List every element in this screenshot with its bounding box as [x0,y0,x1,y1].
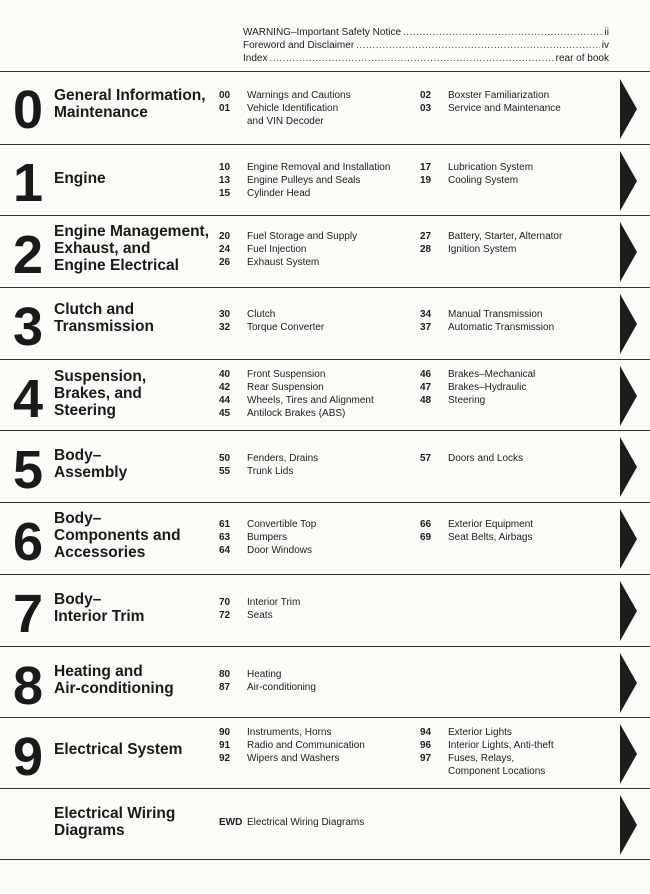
chapter-label [448,308,610,321]
chapter-entry[interactable] [219,89,414,102]
chapter-label-line: Warnings and Cautions [247,90,351,101]
chapter-label [247,596,414,609]
chapter-label [247,726,414,739]
chapter-code: 80 [219,669,231,680]
section-title-line: Components and [54,527,181,544]
chapter-label [448,518,610,531]
chapter-entry[interactable] [219,726,414,739]
chapter-label [448,243,610,256]
chapter-label-line: Brakes–Hydraulic [448,382,527,393]
section-title-line: Body– [54,510,102,527]
chapter-label [448,89,610,102]
section-title-line: Brakes, and [54,385,142,402]
section-title[interactable] [54,301,154,335]
chapter-code: 55 [219,466,231,477]
chapter-entry[interactable] [420,394,610,407]
chapter-code: 69 [420,532,432,543]
front-matter-page: iv [601,40,609,51]
section-number: 8 [12,656,44,716]
section-title[interactable] [54,805,175,839]
section-title-line: Steering [54,402,117,419]
section-title-line: Electrical Wiring [54,805,176,822]
chapter-entry[interactable] [219,368,414,381]
chapter-label-line: Engine Pulleys and Seals [247,175,361,186]
chapter-label-line: Component Locations [448,766,546,777]
leader-dots [356,39,600,52]
section-number: 0 [12,80,44,140]
chapter-label [247,230,414,243]
chapter-entry[interactable] [219,394,414,407]
section-title[interactable] [54,447,127,481]
section-title[interactable] [54,663,174,697]
chapter-entry[interactable] [219,518,414,531]
chapter-code: 20 [219,231,231,242]
chapter-label-line: Interior Lights, Anti-theft [448,740,554,751]
chapter-entry[interactable] [420,739,610,752]
section-tab-arrow-icon[interactable] [620,724,637,784]
chapter-entry[interactable] [420,89,610,102]
section-tab-arrow-icon[interactable] [620,366,637,426]
chapter-label-line: Doors and Locks [448,453,524,464]
chapter-label-line: Manual Transmission [448,309,543,320]
chapter-column-left [219,368,414,420]
chapter-code: 15 [219,188,231,199]
chapter-label [448,102,610,115]
chapter-entry[interactable] [219,174,414,187]
section-row [0,502,650,574]
chapter-label [247,308,414,321]
chapter-entry[interactable] [420,174,610,187]
section-title-line: Air-conditioning [54,680,174,697]
chapter-label [247,465,414,478]
chapter-code: 96 [420,740,432,751]
section-tab-arrow-icon[interactable] [620,222,637,282]
chapter-code: 46 [420,369,432,380]
section-title[interactable] [54,368,146,419]
chapter-column-left [219,596,414,622]
chapter-code: 45 [219,408,231,419]
chapter-label [448,161,610,174]
section-title-line: Electrical System [54,741,183,758]
chapter-code: 24 [219,244,231,255]
section-number: 4 [12,369,44,429]
chapter-label-line: Wheels, Tires and Alignment [247,395,374,406]
chapter-code: 34 [420,309,432,320]
chapter-label-line: Antilock Brakes (ABS) [247,408,346,419]
chapter-entry[interactable] [420,230,610,243]
chapter-entry[interactable] [219,596,414,609]
chapter-label [247,407,414,420]
chapter-code: 90 [219,727,231,738]
chapter-label [247,174,414,187]
chapter-entry[interactable] [219,465,414,478]
chapter-label [247,161,414,174]
chapter-label-line: Interior Trim [247,597,301,608]
chapter-label [448,230,610,243]
chapter-label-line: Exterior Equipment [448,519,534,530]
chapter-entry[interactable] [219,816,414,829]
chapter-entry[interactable] [420,243,610,256]
chapter-code: 02 [420,90,432,101]
section-title[interactable] [54,87,206,121]
chapter-label-line: Fenders, Drains [247,453,319,464]
chapter-entry[interactable] [420,102,610,115]
section-title-line: Maintenance [54,104,148,121]
chapter-code: 00 [219,90,231,101]
chapter-label-line: Instruments, Horns [247,727,332,738]
chapter-entry[interactable] [219,544,414,557]
chapter-code: 01 [219,103,231,114]
chapter-entry[interactable] [420,518,610,531]
chapter-column-left [219,308,414,334]
chapter-entry[interactable] [219,230,414,243]
chapter-label-line: Cylinder Head [247,188,311,199]
chapter-code: 37 [420,322,432,333]
chapter-label [247,544,414,557]
chapter-label-line: Heating [247,669,282,680]
chapter-code: 13 [219,175,231,186]
chapter-label [247,752,414,765]
chapter-entry[interactable] [219,407,414,420]
chapter-label-line: Steering [448,395,486,406]
front-matter-page: rear of book [555,53,609,64]
section-tab-arrow-icon[interactable] [620,151,637,211]
chapter-column-left [219,726,414,765]
chapter-column-left [219,452,414,478]
section-tab-arrow-icon[interactable] [620,294,637,354]
chapter-code: 03 [420,103,432,114]
chapter-entry[interactable] [219,381,414,394]
chapter-label [247,256,414,269]
chapter-column-right [420,230,610,256]
chapter-code: 91 [219,740,231,751]
chapter-label-line: Cooling System [448,175,519,186]
chapter-entry[interactable] [219,243,414,256]
chapter-label-line: Battery, Starter, Alternator [448,231,563,242]
section-row [0,430,650,502]
section-title[interactable] [54,170,106,187]
chapter-label-line: Fuses, Relays, [448,753,515,764]
section-title-line: Accessories [54,544,146,561]
chapter-entry[interactable] [219,609,414,622]
chapter-label [448,726,610,739]
leader-dots [269,52,553,65]
chapter-entry[interactable] [420,381,610,394]
section-row [0,144,650,215]
chapter-label-line: Exhaust System [247,257,320,268]
chapter-label [247,452,414,465]
front-matter-entry[interactable] [243,52,609,65]
chapter-entry[interactable] [219,739,414,752]
chapter-column-right [420,161,610,187]
section-row [0,788,650,860]
section-title-line: Clutch and [54,301,135,318]
chapter-entry[interactable] [420,321,610,334]
chapter-label [247,531,414,544]
chapter-label-line: Brakes–Mechanical [448,369,536,380]
section-tab-arrow-icon[interactable] [620,509,637,569]
chapter-code: 97 [420,753,432,764]
chapter-label-line: Engine Removal and Installation [247,162,391,173]
chapter-label-line: Ignition System [448,244,517,255]
chapter-label-line: Automatic Transmission [448,322,555,333]
section-tab-arrow-icon[interactable] [620,581,637,641]
chapter-code: 50 [219,453,231,464]
chapter-label-line: Service and Maintenance [448,103,561,114]
chapter-label [247,381,414,394]
section-tab-arrow-icon[interactable] [620,653,637,713]
chapter-column-right [420,726,610,778]
section-title-line: Engine [54,170,106,187]
chapter-code: 19 [420,175,432,186]
section-row [0,359,650,430]
chapter-label [448,739,610,752]
section-title-line: Engine Management, [54,223,210,240]
chapter-column-right [420,368,610,407]
chapter-label [247,739,414,752]
chapter-column-right [420,518,610,544]
chapter-code: 30 [219,309,231,320]
chapter-code: 28 [420,244,432,255]
front-matter-entry[interactable] [243,39,609,52]
chapter-label-line: Seat Belts, Airbags [448,532,533,543]
chapter-entry[interactable] [420,752,610,778]
chapter-entry[interactable] [219,452,414,465]
chapter-code: EWD [219,817,243,828]
chapter-entry[interactable] [219,668,414,681]
section-title-line: Assembly [54,464,128,481]
section-title-line: Body– [54,591,102,608]
section-row [0,287,650,359]
chapter-column-left [219,518,414,557]
section-title-line: Interior Trim [54,608,145,625]
chapter-code: 63 [219,532,231,543]
chapter-label-line: Fuel Storage and Supply [247,231,358,242]
chapter-code: 47 [420,382,432,393]
chapter-entry[interactable] [420,531,610,544]
section-row [0,215,650,287]
section-number: 9 [12,727,44,787]
chapter-label-line: Lubrication System [448,162,534,173]
chapter-entry[interactable] [219,531,414,544]
chapter-label [448,321,610,334]
chapter-entry[interactable] [219,102,414,128]
section-title[interactable] [54,741,182,758]
chapter-label [247,243,414,256]
chapter-label [247,187,414,200]
front-matter-label: Index [243,53,268,64]
chapter-code: 10 [219,162,231,173]
chapter-label-line: Trunk Lids [247,466,294,477]
front-matter-list [243,26,609,65]
chapter-column-right [420,89,610,115]
section-title-line: Diagrams [54,822,125,839]
chapter-label [448,752,610,778]
chapter-label [247,668,414,681]
chapter-code: 66 [420,519,432,530]
chapter-code: 61 [219,519,231,530]
chapter-entry[interactable] [420,726,610,739]
leader-dots [403,26,603,39]
chapter-label [247,681,414,694]
chapter-label-line: Clutch [247,309,276,320]
section-number: 5 [12,440,44,500]
chapter-label [448,368,610,381]
chapter-code: 57 [420,453,432,464]
chapter-label [247,394,414,407]
chapter-column-right [420,452,610,465]
chapter-code: 27 [420,231,432,242]
chapter-code: 92 [219,753,231,764]
chapter-entry[interactable] [219,321,414,334]
section-number: 2 [12,225,44,285]
chapter-entry[interactable] [219,308,414,321]
chapter-entry[interactable] [420,452,610,465]
section-number: 6 [12,512,44,572]
chapter-code: 70 [219,597,231,608]
chapter-label [448,381,610,394]
chapter-label-line: Fuel Injection [247,244,307,255]
chapter-label-line: Radio and Communication [247,740,365,751]
section-title[interactable] [54,223,209,274]
chapter-code: 42 [219,382,231,393]
chapter-label [448,394,610,407]
section-number: 3 [12,297,44,357]
chapter-code: 32 [219,322,231,333]
chapter-column-left [219,816,414,829]
chapter-label [247,368,414,381]
front-matter-label: WARNING–Important Safety Notice [243,27,402,38]
chapter-label-line: Boxster Familiarization [448,90,550,101]
chapter-label [247,102,414,128]
chapter-column-left [219,230,414,269]
front-matter-entry[interactable] [243,26,609,39]
chapter-entry[interactable] [219,681,414,694]
section-row [0,71,650,144]
chapter-label-line: Wipers and Washers [247,753,340,764]
chapter-label-line: Rear Suspension [247,382,324,393]
chapter-label [247,816,414,829]
chapter-label [448,452,610,465]
chapter-label-line: Bumpers [247,532,288,543]
chapter-label-line: Electrical Wiring Diagrams [247,817,365,828]
section-number: 1 [12,153,44,213]
section-title-line: Transmission [54,318,154,335]
chapter-label [247,609,414,622]
chapter-column-right [420,308,610,334]
chapter-entry[interactable] [420,368,610,381]
chapter-label [247,518,414,531]
chapter-entry[interactable] [420,161,610,174]
chapter-label [247,89,414,102]
section-row [0,646,650,717]
section-row [0,717,650,788]
chapter-code: 48 [420,395,432,406]
chapter-code: 17 [420,162,432,173]
section-tab-arrow-icon[interactable] [620,79,637,139]
front-matter-label: Foreword and Disclaimer [243,40,355,51]
section-number: 7 [12,584,44,644]
chapter-label [448,531,610,544]
chapter-entry[interactable] [420,308,610,321]
chapter-label [247,321,414,334]
chapter-column-left [219,668,414,694]
chapter-code: 87 [219,682,231,693]
section-title-line: Exhaust, and [54,240,151,257]
chapter-label-line: and VIN Decoder [247,116,324,127]
chapter-code: 40 [219,369,231,380]
chapter-label-line: Vehicle Identification [247,103,339,114]
section-title-line: Suspension, [54,368,147,385]
chapter-label-line: Convertible Top [247,519,317,530]
section-row [0,574,650,646]
section-title-line: Heating and [54,663,143,680]
chapter-label-line: Front Suspension [247,369,326,380]
chapter-code: 64 [219,545,231,556]
chapter-code: 94 [420,727,432,738]
chapter-label [448,174,610,187]
section-tab-arrow-icon[interactable] [620,795,637,855]
chapter-column-left [219,161,414,200]
section-tab-arrow-icon[interactable] [620,437,637,497]
chapter-label-line: Air-conditioning [247,682,316,693]
section-title-line: Body– [54,447,102,464]
chapter-entry[interactable] [219,161,414,174]
chapter-code: 72 [219,610,231,621]
front-matter-page: ii [604,27,609,38]
chapter-entry[interactable] [219,187,414,200]
chapter-code: 44 [219,395,231,406]
section-title-line: Engine Electrical [54,257,179,274]
chapter-column-left [219,89,414,128]
chapter-label-line: Seats [247,610,273,621]
section-title-line: General Information, [54,87,206,104]
chapter-label-line: Door Windows [247,545,313,556]
chapter-label-line: Torque Converter [247,322,325,333]
section-title[interactable] [54,591,144,625]
chapter-code: 26 [219,257,231,268]
section-title[interactable] [54,510,181,561]
chapter-label-line: Exterior Lights [448,727,512,738]
chapter-entry[interactable] [219,752,414,765]
chapter-entry[interactable] [219,256,414,269]
